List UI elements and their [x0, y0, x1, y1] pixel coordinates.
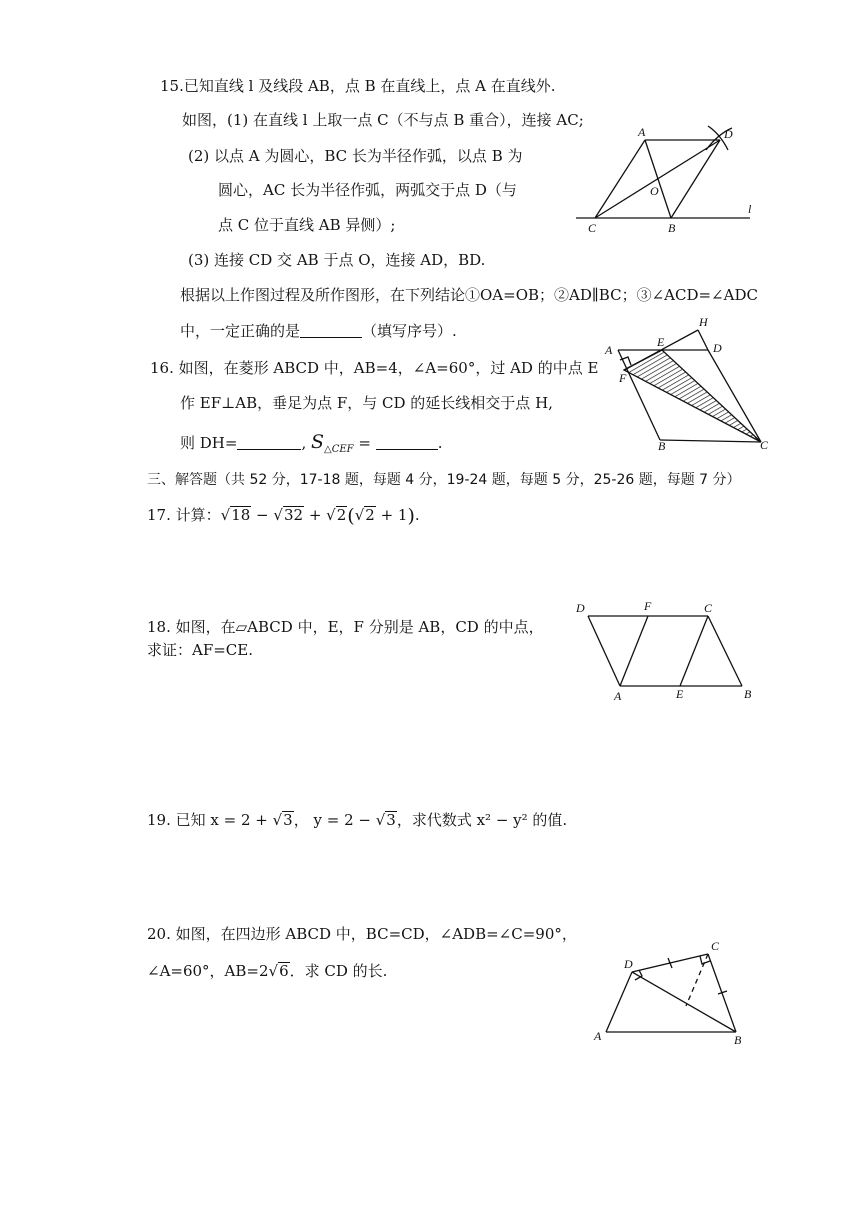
q15-statement: 15.已知直线 l 及线段 AB，点 B 在直线上，点 A 在直线外. [160, 77, 556, 95]
label-a: A [594, 1029, 602, 1043]
q16-ask-end: . [437, 434, 443, 452]
segment-ce [680, 616, 708, 686]
q16-question: 则 DH= , $S_{\triangle CEF}$ = . [180, 431, 443, 455]
label-d: D [624, 957, 633, 971]
q16-area-symbol: S [311, 431, 325, 453]
label-c: C [760, 438, 769, 452]
q15-step-3: (3) 连接 CD 交 AB 于点 O，连接 AD，BD. [188, 251, 486, 269]
label-a: A [614, 689, 622, 703]
sqrt-symbol: √ [375, 811, 386, 829]
label-e: E [676, 687, 684, 701]
q18-statement-2: 求证：AF=CE. [147, 641, 254, 659]
q16-ask-eq: = [353, 434, 371, 452]
q19-radicand-2: 3 [386, 811, 396, 829]
label-a: A [638, 125, 646, 139]
label-b: B [744, 687, 752, 701]
label-a: A [605, 343, 613, 357]
label-b: B [734, 1033, 742, 1047]
q17-statement: 17. 计算：√18 − √32 + √2(√2 + 1). [147, 505, 420, 527]
q15-ask-prefix: 中，一定正确的是 [180, 322, 301, 340]
segment-ad [588, 616, 620, 686]
label-c: C [711, 939, 720, 953]
q18-statement-1: 18. 如图，在▱ABCD 中，E，F 分别是 AB，CD 的中点， [147, 618, 544, 636]
label-h: H [699, 315, 708, 329]
segment-dh [698, 330, 708, 350]
q17-label: 17. 计算： [147, 506, 221, 524]
q20-statement-1: 20. 如图，在四边形 ABCD 中，BC=CD，∠ADB=∠C=90°， [147, 925, 577, 943]
sqrt-symbol: √ [272, 811, 283, 829]
q15-step-2c: 点 C 位于直线 AB 异侧）; [218, 216, 396, 234]
segment-cd [595, 140, 720, 218]
segment-af [620, 616, 648, 686]
q15-step-2b: 圆心，AC 长为半径作弧，两弧交于点 D（与 [218, 181, 517, 199]
q17-radicand-3: 2 [336, 506, 347, 524]
section-3-title: 三、解答题（共 52 分，17-18 题，每题 4 分，19-24 题，每题 5 分，25-26 题，每题 7 分） [147, 472, 741, 488]
sqrt-symbol: √ [268, 962, 279, 980]
sqrt-symbol: √ [273, 506, 283, 524]
segment-bc [660, 440, 761, 442]
q17-radicand-1: 18 [231, 506, 251, 524]
q15-conclusions: 根据以上作图过程及所作图形，在下列结论①OA=OB；②AD∥BC；③∠ACD=∠ADC [180, 286, 758, 304]
sqrt-symbol: √ [220, 506, 231, 524]
q16-ask-dh: 则 DH= [180, 434, 238, 452]
q15-answer-blank[interactable] [300, 323, 362, 338]
label-o: O [650, 184, 659, 198]
q16-area-blank[interactable] [376, 435, 438, 450]
q17-radicand-4: 2 [365, 506, 375, 524]
segment-ad [606, 972, 632, 1032]
shaded-triangle-cef [624, 350, 761, 442]
label-b: B [668, 221, 676, 235]
q16-statement-1: 16. 如图，在菱形 ABCD 中，AB=4，∠A=60°，过 AD 的中点 E [150, 359, 599, 377]
q20-figure [590, 936, 760, 1051]
label-d: D [713, 341, 722, 355]
label-d: D [724, 127, 733, 141]
q15-question [180, 321, 457, 341]
dashed-helper [686, 954, 708, 1006]
q17-radicand-2: 32 [283, 506, 304, 524]
q16-dh-blank[interactable] [237, 435, 301, 450]
label-d: D [576, 601, 585, 615]
q19-radicand-1: 3 [283, 811, 293, 829]
label-c: C [588, 221, 597, 235]
label-b: B [658, 439, 666, 453]
segment-db [632, 972, 736, 1032]
sqrt-symbol: √ [326, 506, 336, 524]
q16-area-subscript: △CEF [324, 444, 354, 455]
q15-figure [570, 120, 770, 240]
segment-ac [595, 140, 645, 218]
label-l: l [748, 202, 752, 216]
label-e: E [657, 335, 665, 349]
q20-statement-2: ∠A=60°，AB=2√6．求 CD 的长. [147, 962, 388, 980]
q15-ask-suffix: （填写序号）. [362, 322, 457, 340]
segment-bd [671, 140, 720, 218]
q15-step-1: 如图，(1) 在直线 l 上取一点 C（不与点 B 重合），连接 AC; [182, 111, 584, 129]
q15-step-2a: (2) 以点 A 为圆心，BC 长为半径作弧，以点 B 为 [188, 147, 523, 165]
q19-statement: 19. 已知 x = 2 + √3， y = 2 − √3，求代数式 x² − y² 的值. [147, 811, 568, 829]
q20-radicand: 6 [279, 962, 289, 980]
label-c: C [704, 601, 713, 615]
label-f: F [644, 599, 652, 613]
q18-figure [570, 598, 770, 708]
label-f: F [619, 371, 627, 385]
q16-figure [598, 316, 778, 456]
segment-bc [708, 616, 742, 686]
sqrt-symbol: √ [354, 506, 365, 524]
q16-statement-2: 作 EF⊥AB，垂足为点 F，与 CD 的延长线相交于点 H, [180, 394, 553, 412]
